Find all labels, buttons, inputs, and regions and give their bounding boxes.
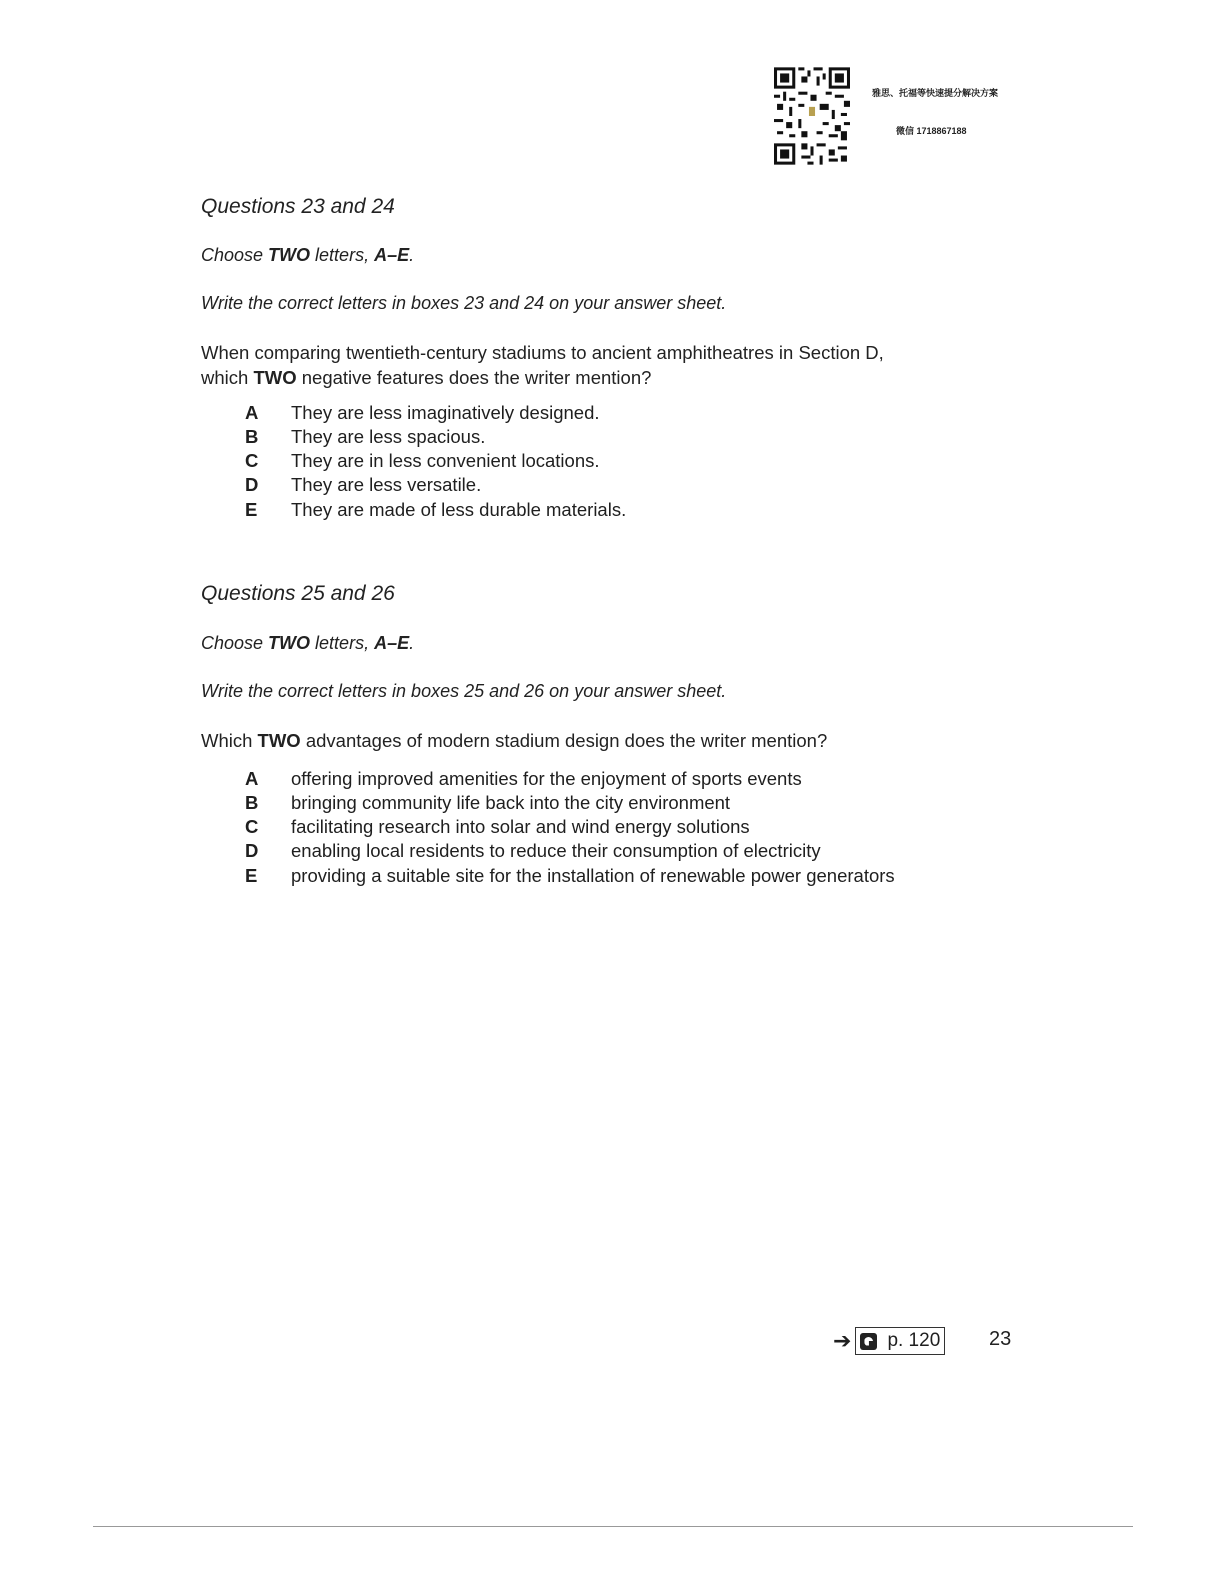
instruction-choose: Choose TWO letters, A–E. <box>201 633 415 653</box>
page-number: 23 <box>989 1328 1012 1350</box>
instruction-write: Write the correct letters in boxes 23 and 24 on your answer sheet. <box>201 293 727 313</box>
section-heading: Questions 25 and 26 <box>201 582 395 605</box>
qr-code-image <box>774 67 850 165</box>
page-reference-text: p. 120 <box>887 1330 941 1351</box>
option-item: C They are in less convenient locations. <box>245 450 600 471</box>
option-item: A They are less imaginatively designed. <box>245 402 600 423</box>
option-item: A offering improved amenities for the enjoyment of sports events <box>245 768 802 789</box>
option-item: D enabling local residents to reduce their consumption of electricity <box>245 840 821 861</box>
solution-icon <box>860 1333 877 1350</box>
option-item: B bringing community life back into the city environment <box>245 792 731 813</box>
option-item: D They are less versatile. <box>245 474 482 495</box>
section-heading: Questions 23 and 24 <box>201 195 395 218</box>
question-stem: When comparing twentieth-century stadiums to ancient amphitheatres in Section D, which TWO negative features does the writer mention? <box>201 342 884 388</box>
answer-reference[interactable] <box>833 1326 945 1356</box>
question-stem: Which TWO advantages of modern stadium design does the writer mention? <box>201 730 828 751</box>
qr-caption-line2: 微信 1718867188 <box>896 126 967 136</box>
qr-caption-line1: 雅思、托福等快速提分解决方案 <box>872 88 999 98</box>
instruction-choose: Choose TWO letters, A–E. <box>201 245 415 265</box>
instruction-write: Write the correct letters in boxes 25 and 26 on your answer sheet. <box>201 681 727 701</box>
option-item: B They are less spacious. <box>245 426 486 447</box>
option-item: E providing a suitable site for the installation of renewable power generators <box>245 865 895 886</box>
option-item: C facilitating research into solar and wind energy solutions <box>245 816 750 837</box>
page-reference-box[interactable] <box>855 1327 945 1355</box>
arrow-right-icon: ➔ <box>833 1328 852 1353</box>
bottom-divider <box>93 1526 1133 1527</box>
option-item: E They are made of less durable materials. <box>245 499 627 520</box>
